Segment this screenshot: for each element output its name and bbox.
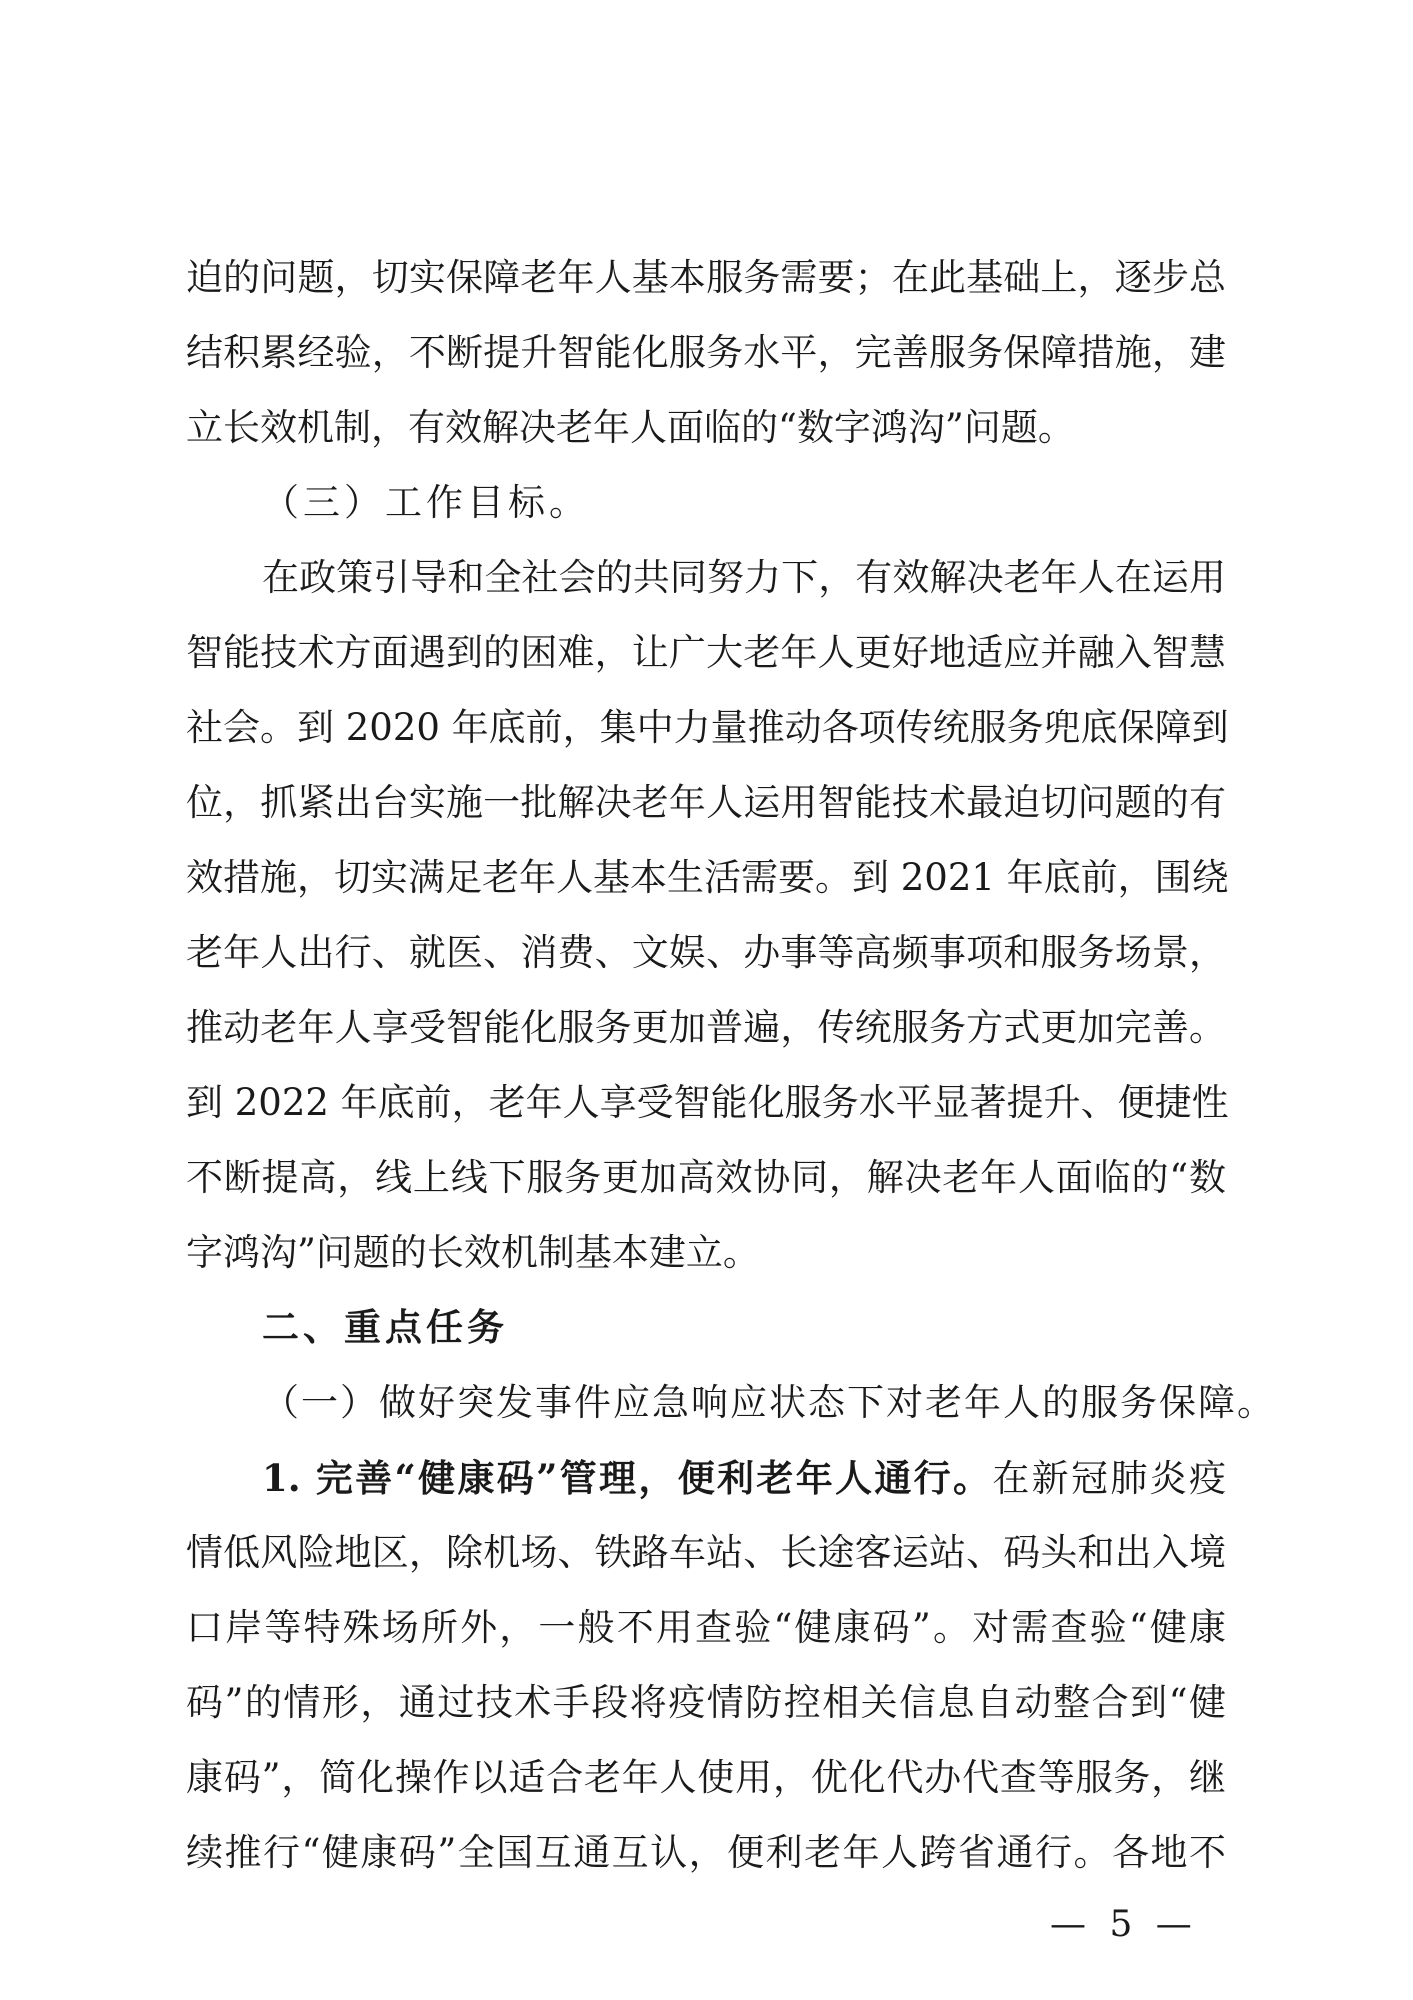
text-line: 情低风险地区，除机场、铁路车站、长途客运站、码头和出入境 [186, 1531, 1226, 1574]
part-heading: 二、重点任务 [262, 1306, 508, 1349]
text-line: 老年人出行、就医、消费、文娱、办事等高频事项和服务场景， [186, 931, 1226, 974]
text-line: 结积累经验，不断提升智能化服务水平，完善服务保障措施，建 [186, 331, 1226, 374]
text-line: 在政策引导和全社会的共同努力下，有效解决老年人在运用 [262, 556, 1226, 599]
text-line: 不断提高，线上线下服务更加高效协同，解决老年人面临的“数 [186, 1156, 1226, 1199]
text-line: 迫的问题，切实保障老年人基本服务需要；在此基础上，逐步总 [186, 256, 1226, 299]
item-title: 1. 完善“健康码”管理，便利老年人通行。 [262, 1456, 993, 1500]
subsection-heading: （一）做好突发事件应急响应状态下对老年人的服务保障。 [262, 1381, 1276, 1424]
text-line: 到 2022 年底前，老年人享受智能化服务水平显著提升、便捷性 [186, 1081, 1229, 1124]
item-heading-line [262, 1443, 1226, 1513]
text-line: 社会。到 2020 年底前，集中力量推动各项传统服务兜底保障到 [186, 706, 1229, 749]
text-line: 字鸿沟”问题的长效机制基本建立。 [186, 1231, 760, 1274]
text-line: 智能技术方面遇到的困难，让广大老年人更好地适应并融入智慧 [186, 631, 1226, 674]
text-line: 口岸等特殊场所外，一般不用查验“健康码”。对需查验“健康 [186, 1606, 1226, 1649]
text-line: 码”的情形，通过技术手段将疫情防控相关信息自动整合到“健 [186, 1681, 1226, 1724]
text-line: 位，抓紧出台实施一批解决老年人运用智能技术最迫切问题的有 [186, 781, 1226, 824]
text-line: 立长效机制，有效解决老年人面临的“数字鸿沟”问题。 [186, 406, 1075, 449]
page-number: — 5 — [1050, 1904, 1198, 1945]
text-line: 康码”，简化操作以适合老年人使用，优化代办代查等服务，继 [186, 1756, 1226, 1799]
item-text: 在新冠肺炎疫 [992, 1457, 1226, 1500]
text-line: 效措施，切实满足老年人基本生活需要。到 2021 年底前，围绕 [186, 856, 1229, 899]
text-line: 续推行“健康码”全国互通互认，便利老年人跨省通行。各地不 [186, 1831, 1226, 1874]
section-heading: （三）工作目标。 [262, 481, 590, 524]
text-line: 推动老年人享受智能化服务更加普遍，传统服务方式更加完善。 [186, 1006, 1226, 1049]
